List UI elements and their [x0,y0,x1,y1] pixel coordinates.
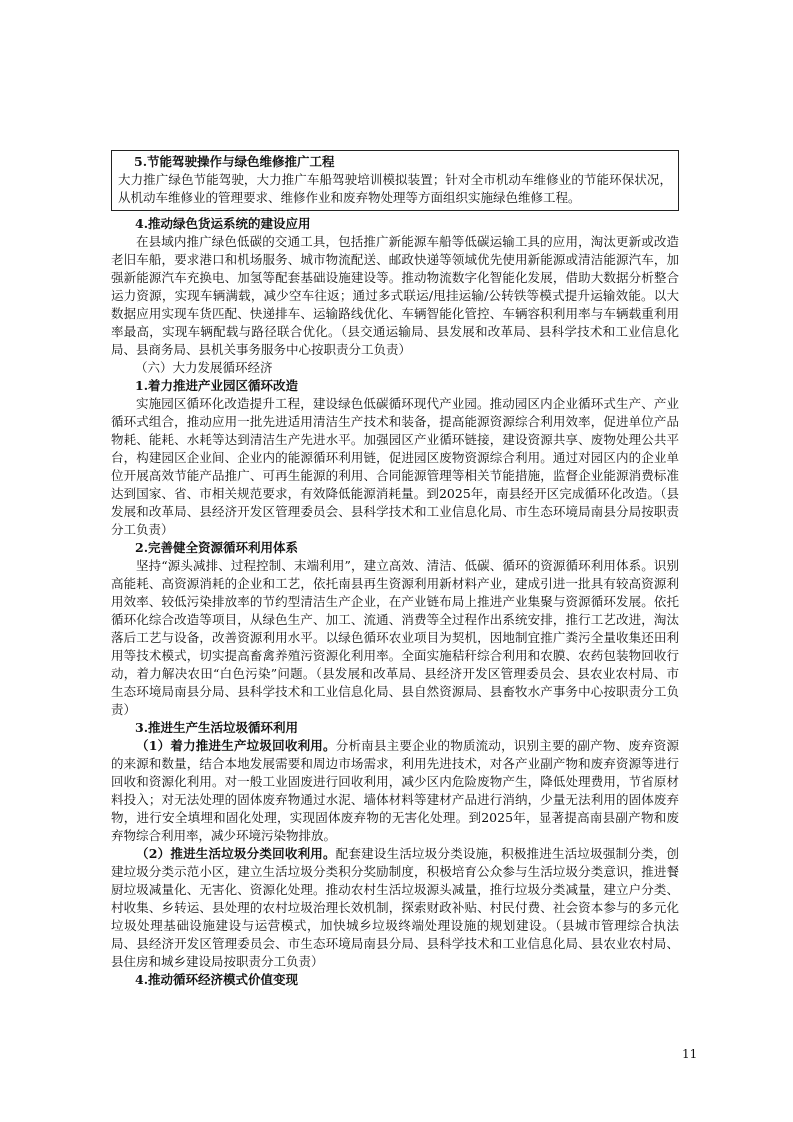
box-text: 大力推广绿色节能驾驶，大力推广车船驾驶培训模拟装置；针对全市机动车维修业的节能环保状况，从机动车维修业的管理要求、维修作业和废弃物处理等方面组织实施绿色维修工程。 [118,172,672,205]
section-six-title: （六）大力发展循环经济 [135,360,273,375]
circular-4-title: 4.推动循环经济模式价值变现 [135,972,299,987]
circular-3-2-head: （2）推进生活垃圾分类回收利用。 [136,846,336,861]
circular-2-text: 坚持“源头减排、过程控制、末端利用”，建立高效、清洁、低碳、循环的资源循环利用体系。识别高能耗、高资源消耗的企业和工艺，依托南县再生资源利用新材料产业，建成引进一批具有较高资源利用效率、较低污染排放率的节约型清洁生产企业，在产业链布局上推进产业集聚与资源循环发展。依托循环化综合改造等项目，从绿色生产、加工、流通、消费等全过程作出系统安排，推行工艺改进，淘汰落后工艺与设备，改善资源利用水平。以绿色循环农业项目为契机，因地制宜推广粪污全量收集还田利用等技术模式，切实提高畜禽养殖污资源化利用率。全面实施秸秆综合利用和农膜、农药包装物回收行动，着力解决农田“白色污染”问题。（县发展和改革局、县经济开发区管理委员会、县农业农村局、市生态环境局南县分局、县科学技术和工业信息化局、县自然资源局、县畜牧水产事务中心按职责分工负责） [111,558,679,717]
circular-1-title: 1.着力推进产业园区循环改造 [135,378,299,393]
section-4-title: 4.推动绿色货运系统的建设应用 [135,216,311,231]
circular-3-2-text: 配套建设生活垃圾分类设施，积极推进生活垃圾强制分类，创建垃圾分类示范小区，建立生活垃圾分类积分奖励制度，积极培育公众参与生活垃圾分类意识，推进餐厨垃圾减量化、无害化、资源化处理。推动农村生活垃圾源头减量，推行垃圾分类减量，建立户分类、村收集、乡转运、县处理的农村垃圾治理长效机制，探索财政补贴、村民付费、社会资本参与的多元化垃圾处理基础设施建设与运营模式，加快城乡垃圾终端处理设施的规划建设。（县城市管理综合执法局、县经济开发区管理委员会、市生态环境局南县分局、县科学技术和工业信息化局、县农业农村局、县住房和城乡建设局按职责分工负责） [111,846,679,969]
circular-3-title: 3.推进生产生活垃圾循环利用 [135,720,299,735]
main-content [111,215,679,989]
page-number: 11 [682,1047,698,1061]
circular-3-2-paragraph [111,845,679,971]
circular-1-text: 实施园区循环化改造提升工程，建设绿色低碳循环现代产业园。推动园区内企业循环式生产、产业循环式组合，推动应用一批先进适用清洁生产技术和装备，提高能源资源综合利用效率，促进单位产品物耗、能耗、水耗等达到清洁生产先进水平。加强园区产业循环链接，建设资源共享、废物处理公共平台，构建园区企业间、企业内的能源循环利用链，促进园区废物资源综合利用。通过对园区内的企业单位开展高效节能产品推广、可再生能源的利用、合同能源管理等相关节能措施，监督企业能源消费标准达到国家、省、市相关规范要求，有效降低能源消耗量。到2025年，南县经开区完成循环化改造。（县发展和改革局、县经济开发区管理委员会、县科学技术和工业信息化局、市生态环境局南县分局按职责分工负责） [111,396,679,537]
highlight-box [111,150,679,211]
box-title: 5.节能驾驶操作与绿色维修推广工程 [134,154,335,169]
circular-3-1-text: 分析南县主要企业的物质流动，识别主要的副产物、废弃资源的来源和数量，结合本地发展需要和周边市场需求，利用先进技术，对各产业副产物和废弃资源等进行回收和资源化利用。对一般工业固废进行回收利用，减少区内危险废物产生，降低处理费用，节省原材料投入；对无法处理的固体废弃物通过水泥、墙体材料等建材产品进行消纳，少量无法利用的固体废弃物，进行安全填埋和固化处理，实现固体废弃物的无害化处理。到2025年，显著提高南县副产物和废弃物综合利用率，减少环境污染物排放。 [111,738,679,843]
circular-3-1-paragraph [111,737,679,845]
circular-2-title: 2.完善健全资源循环利用体系 [135,540,299,555]
section-4-text: 在县域内推广绿色低碳的交通工具，包括推广新能源车船等低碳运输工具的应用，淘汰更新或改造老旧车船，要求港口和机场服务、城市物流配送、邮政快递等领域优先使用新能源或清洁能源汽车，加强新能源汽车充换电、加氢等配套基础设施建设等。推动物流数字化智能化发展，借助大数据分析整合运力资源，实现车辆满载，减少空车往返；通过多式联运/甩挂运输/公转铁等模式提升运输效能。以大数据应用实现车货匹配、快递排车、运输路线优化、车辆智能化管控、车辆容积利用率与车辆载重利用率最高，实现车辆配载与路径联合优化。（县交通运输局、县发展和改革局、县科学技术和工业信息化局、县商务局、县机关事务服务中心按职责分工负责） [111,234,679,357]
circular-3-1-head: （1）着力推进生产垃圾回收利用。 [136,738,336,753]
